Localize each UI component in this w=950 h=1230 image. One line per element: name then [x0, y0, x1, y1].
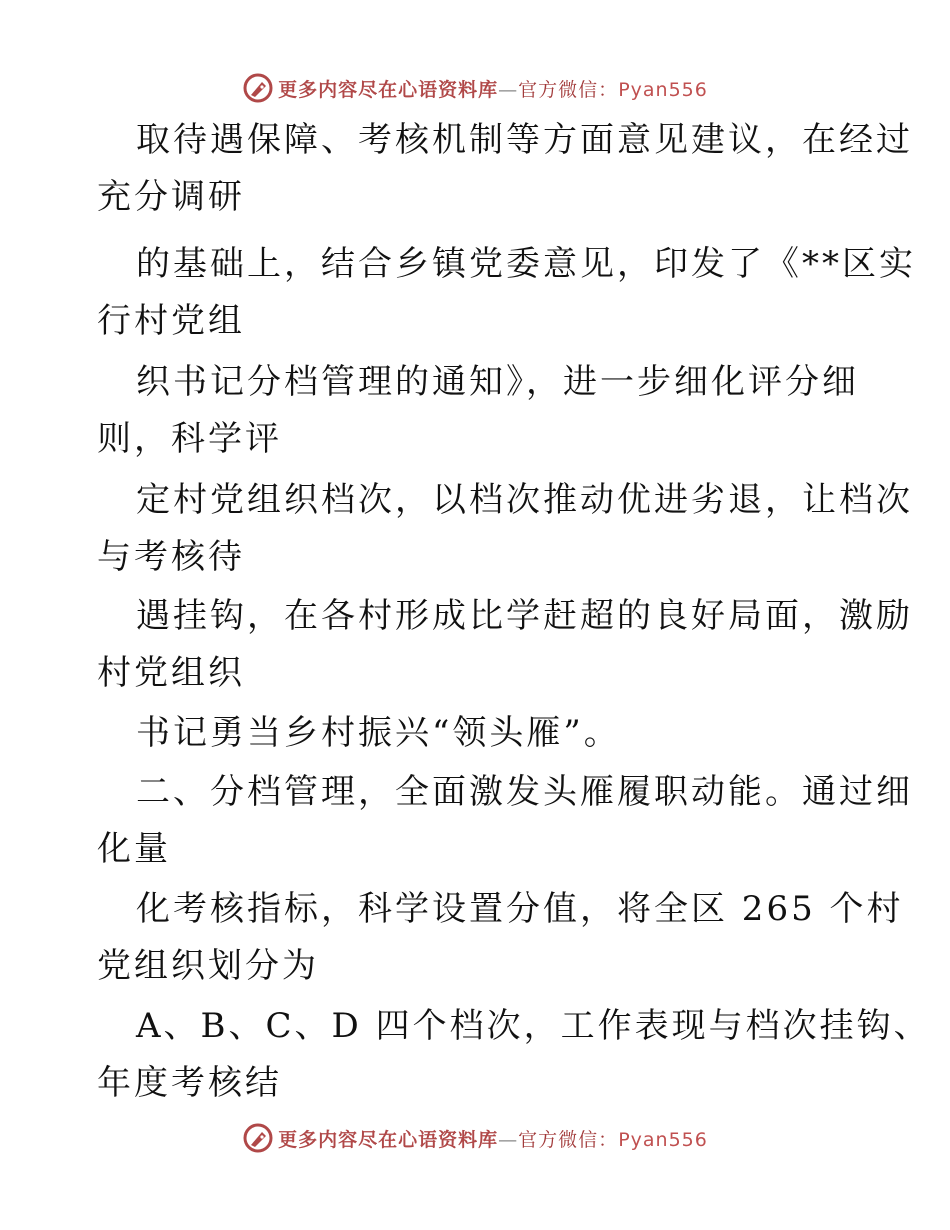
- body-line: 定村党组织档次，以档次推动优进劣退，让档次: [136, 480, 913, 520]
- body-line: 充分调研: [97, 177, 245, 217]
- body-line: 取待遇保障、考核机制等方面意见建议，在经过: [136, 120, 913, 160]
- body-line: A、B、C、D 四个档次，工作表现与档次挂钩、: [136, 1006, 931, 1046]
- body-line: 行村党组: [97, 301, 245, 341]
- header-separator: —: [498, 78, 519, 101]
- body-line: 化考核指标，科学设置分值，将全区 265 个村: [136, 889, 904, 929]
- body-line: 的基础上，结合乡镇党委意见，印发了《**区实: [136, 244, 916, 284]
- body-line: 与考核待: [97, 537, 245, 577]
- body-line: 二、分档管理，全面激发头雁履职动能。通过细: [136, 772, 913, 812]
- header-banner: [0, 72, 950, 104]
- pen-nib-circle-icon: [242, 72, 274, 104]
- body-line: 村党组织: [97, 653, 245, 693]
- body-line: 织书记分档管理的通知》，进一步细化评分细: [136, 362, 859, 402]
- body-line: 遇挂钩，在各村形成比学赶超的良好局面，激励: [136, 596, 913, 636]
- body-line: 年度考核结: [97, 1063, 282, 1103]
- footer-wechat-label: 官方微信：: [518, 1128, 619, 1151]
- footer-banner: [0, 1122, 950, 1154]
- footer-separator: —: [498, 1128, 519, 1151]
- body-line: 化量: [97, 829, 171, 869]
- header-wechat-id: Pyan556: [618, 78, 708, 101]
- body-line: 书记勇当乡村振兴“领头雁”。: [136, 713, 621, 753]
- body-line: 则，科学评: [97, 419, 282, 459]
- footer-banner-text: [278, 1125, 708, 1152]
- header-wechat-label: 官方微信：: [518, 78, 619, 101]
- footer-brand: 更多内容尽在心语资料库: [278, 1128, 499, 1151]
- footer-wechat-id: Pyan556: [618, 1128, 708, 1151]
- pen-nib-circle-icon: [242, 1122, 274, 1154]
- header-brand: 更多内容尽在心语资料库: [278, 78, 499, 101]
- header-banner-text: [278, 75, 708, 102]
- body-line: 党组织划分为: [97, 946, 319, 986]
